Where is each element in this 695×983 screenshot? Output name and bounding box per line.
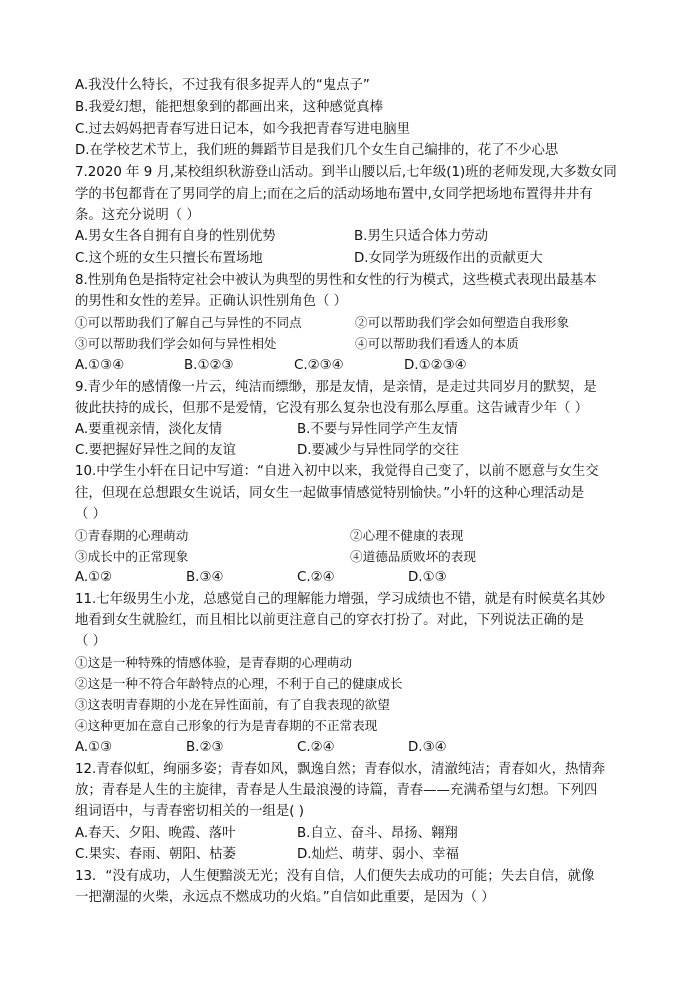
q12-stem-line3: 组词语中，与青春密切相关的一组是( ) xyxy=(75,804,304,819)
q10-option-a: A.①② xyxy=(75,570,113,585)
q8-statement-2: ②可以帮助我们学会如何塑造自我形象 xyxy=(355,315,570,330)
q8-option-d: D.①②③④ xyxy=(404,358,467,373)
q10-option-b: B.③④ xyxy=(186,570,224,585)
q11-option-c: C.②④ xyxy=(297,740,335,755)
q10-stem-line2: 往，但现在总想跟女生说话，同女生一起做事情感觉特别愉快。”小轩的这种心理活动是 xyxy=(75,486,585,501)
q11-statement-4: ④这种更加在意自己形象的行为是青春期的不正常表现 xyxy=(75,718,378,733)
q9-option-c: C.要把握好异性之间的友谊 xyxy=(75,443,236,458)
q7-option-b: B.男生只适合体力劳动 xyxy=(354,229,488,244)
q10-statement-4: ④道德品质败坏的表现 xyxy=(350,549,476,564)
q13-stem-line2: 一把潮湿的火柴，永远点不燃成功的火焰。”自信如此重要，是因为（ ） xyxy=(75,890,495,905)
q8-statement-4: ④可以帮助我们看透人的本质 xyxy=(355,336,519,351)
q6-option-a: A.我没什么特长，不过我有很多捉弄人的“鬼点子” xyxy=(75,78,370,93)
q13-stem-line1: 13．“没有成功，人生便黯淡无光；没有自信，人们便失去成功的可能；失去自信，就像 xyxy=(75,869,595,884)
q8-option-c: C.②③④ xyxy=(294,358,344,373)
q11-statement-3: ③这表明青春期的小龙在异性面前，有了自我表现的欲望 xyxy=(75,697,390,712)
q12-stem-line2: 放；青春是人生的主旋律，青春是人生最浪漫的诗篇，青春——充满希望与幻想。下列四 xyxy=(75,783,598,798)
q9-option-b: B.不要与异性同学产生友情 xyxy=(297,422,458,437)
q7-option-d: D.女同学为班级作出的贡献更大 xyxy=(354,251,543,266)
q10-option-d: D.①③ xyxy=(408,570,447,585)
q9-stem-line1: 9.青少年的感情像一片云，纯洁而缥缈，那是友情，是亲情，是走过共同岁月的默契，是 xyxy=(75,380,597,395)
q7-stem-line1: 7.2020 年 9 月,某校组织秋游登山活动。到半山腰以后,七年级(1)班的老师发现,大多数女同 xyxy=(75,165,617,180)
q7-option-c: C.这个班的女生只擅长布置场地 xyxy=(75,251,263,266)
q12-option-c: C.果实、春雨、朝阳、枯萎 xyxy=(75,847,236,862)
q10-statement-3: ③成长中的正常现象 xyxy=(75,549,189,564)
q7-stem-line3: 条。这充分说明（ ） xyxy=(75,208,200,223)
q7-option-a: A.男女生各自拥有自身的性别优势 xyxy=(75,229,276,244)
q11-option-b: B.②③ xyxy=(186,740,224,755)
q11-stem-line2: 地看到女生就脸红，而且相比以前更注意自己的穿衣打扮了。对此，下列说法正确的是 xyxy=(75,613,584,628)
q8-option-a: A.①③④ xyxy=(75,358,125,373)
q11-option-d: D.③④ xyxy=(408,740,447,755)
q6-option-b: B.我爱幻想，能把想象到的都画出来，这种感觉真棒 xyxy=(75,100,384,115)
q6-option-d: D.在学校艺术节上，我们班的舞蹈节目是我们几个女生自己编排的，花了不少心思 xyxy=(75,143,559,158)
q8-statement-1: ①可以帮助我们了解自己与异性的不同点 xyxy=(75,315,302,330)
q11-statement-2: ②这是一种不符合年龄特点的心理，不利于自己的健康成长 xyxy=(75,676,403,691)
q11-stem-line1: 11.七年级男生小龙，总感觉自己的理解能力增强，学习成绩也不错，就是有时候莫名其妙 xyxy=(75,592,606,607)
q12-option-b: B.自立、奋斗、昂扬、翱翔 xyxy=(297,826,458,841)
q10-option-c: C.②④ xyxy=(297,570,335,585)
q10-stem-line1: 10.中学生小轩在日记中写道：“自进入初中以来，我觉得自己变了，以前不愿意与女生交 xyxy=(75,464,599,479)
q9-option-d: D.要减少与异性同学的交往 xyxy=(297,443,459,458)
q9-stem-line2: 彼此扶持的成长，但那不是爱情，它没有那么复杂也没有那么厚重。这告诫青少年（ ） xyxy=(75,401,589,416)
q11-statement-1: ①这是一种特殊的情感体验，是青春期的心理萌动 xyxy=(75,655,353,670)
q9-option-a: A.要重视亲情，淡化友情 xyxy=(75,422,223,437)
q12-stem-line1: 12.青春似虹，绚丽多姿；青春如风，飘逸自然；青春似水，清澈纯洁；青春如火，热情奔 xyxy=(75,762,606,777)
q12-option-d: D.灿烂、萌芽、弱小、幸福 xyxy=(297,847,459,862)
q6-option-c: C.过去妈妈把青春写进日记本，如今我把青春写进电脑里 xyxy=(75,122,410,137)
q12-option-a: A.春天、夕阳、晚霞、落叶 xyxy=(75,826,236,841)
q8-statement-3: ③可以帮助我们学会如何与异性相处 xyxy=(75,336,277,351)
q11-option-a: A.①③ xyxy=(75,740,113,755)
q7-stem-line2: 学的书包都背在了男同学的肩上;而在之后的活动场地布置中,女同学把场地布置得井井有 xyxy=(75,187,593,202)
q10-stem-line3: （ ） xyxy=(75,507,107,522)
q8-option-b: B.①②③ xyxy=(184,358,234,373)
q10-statement-1: ①青春期的心理萌动 xyxy=(75,528,189,543)
q8-stem-line2: 的男性和女性的差异。正确认识性别角色（ ） xyxy=(75,294,348,309)
q8-stem-line1: 8.性别角色是指特定社会中被认为典型的男性和女性的行为模式，这些模式表现出最基本 xyxy=(75,273,597,288)
q10-statement-2: ②心理不健康的表现 xyxy=(350,528,464,543)
q11-stem-line3: （ ） xyxy=(75,634,107,649)
